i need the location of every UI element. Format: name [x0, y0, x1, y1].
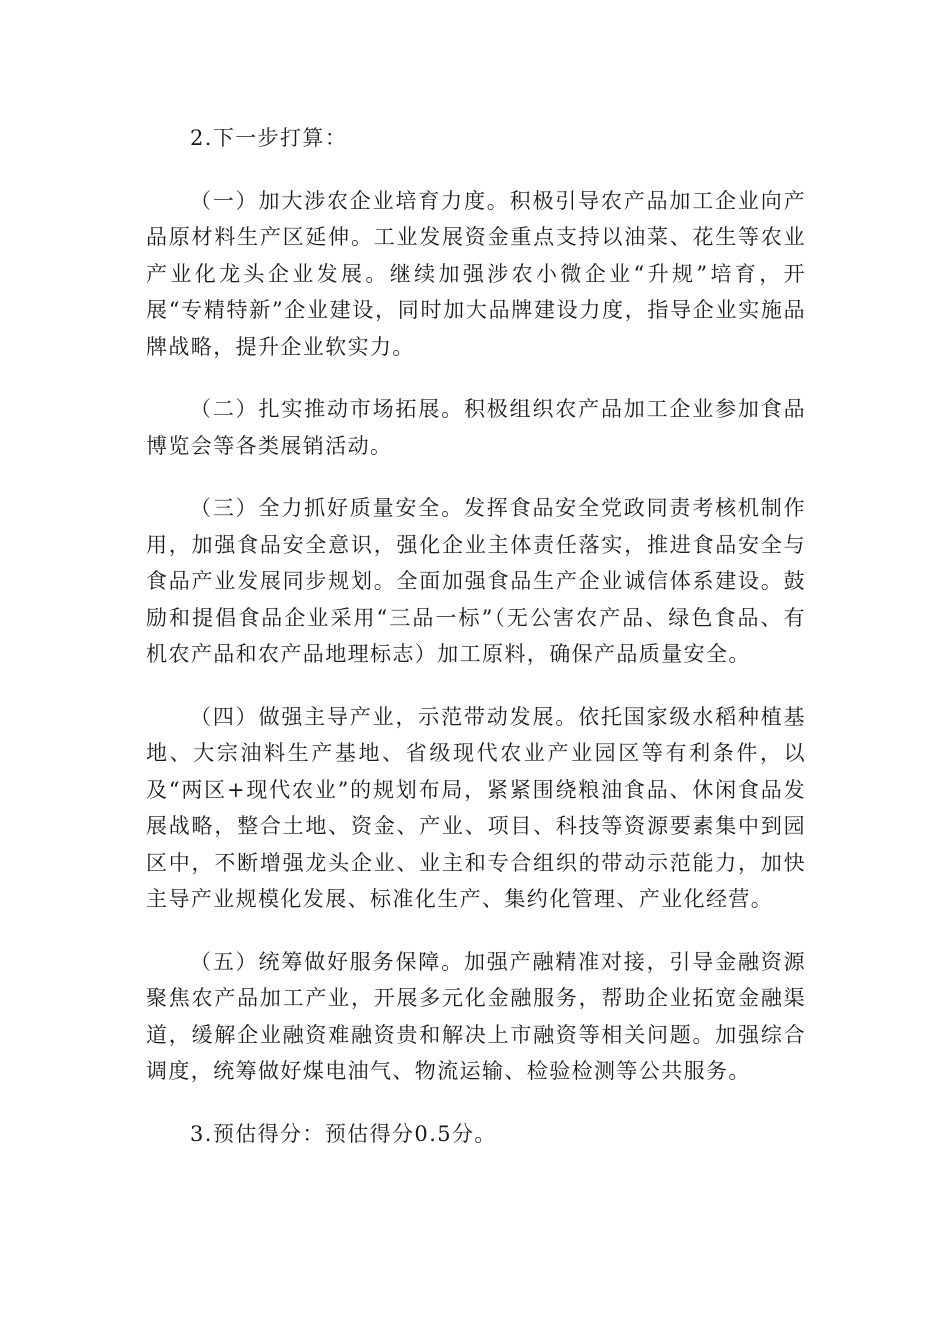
- section-heading-next-steps: 2.下一步打算：: [190, 126, 348, 150]
- paragraph-quality-safety: （三）全力抓好质量安全。发挥食品安全党政同责考核机制作用，加强食品安全意识，强化企业主体责任落实，推进食品安全与食品产业发展同步规划。全面加强食品生产企业诚信体系建设。鼓励和提倡食品企业采用“三品一标”（无公害农产品、绿色食品、有机农产品和农产品地理标志）加工原料，确保产品质量安全。: [146, 496, 806, 666]
- paragraph-cultivation: （一）加大涉农企业培育力度。积极引导农产品加工企业向产品原材料生产区延伸。工业发展资金重点支持以油菜、花生等农业产业化龙头企业发展。继续加强涉农小微企业“升规”培育，开展“专精特新”企业建设，同时加大品牌建设力度，指导企业实施品牌战略，提升企业软实力。: [146, 188, 806, 359]
- document-body: [146, 120, 806, 1152]
- paragraph-leading-industry: （四）做强主导产业，示范带动发展。依托国家级水稻种植基地、大宗油料生产基地、省级现代农业产业园区等有利条件，以及“两区+现代农业”的规划布局，紧紧围绕粮油食品、休闲食品发展战略，整合土地、资金、产业、项目、科技等资源要素集中到园区中，不断增强龙头企业、业主和专合组织的带动示范能力，加快主导产业规模化发展、标准化生产、集约化管理、产业化经营。: [146, 704, 806, 911]
- section-heading-estimated-score: 3.预估得分：预估得分0.5分。: [190, 1121, 497, 1146]
- paragraph-service-guarantee: （五）统筹做好服务保障。加强产融精准对接，引导金融资源聚焦农产品加工产业，开展多元化金融服务，帮助企业拓宽金融渠道，缓解企业融资难融资贵和解决上市融资等相关问题。加强综合调度，统筹做好煤电油气、物流运输、检验检测等公共服务。: [146, 949, 806, 1083]
- paragraph-market-expansion: （二）扎实推动市场拓展。积极组织农产品加工企业参加食品博览会等各类展销活动。: [146, 397, 806, 458]
